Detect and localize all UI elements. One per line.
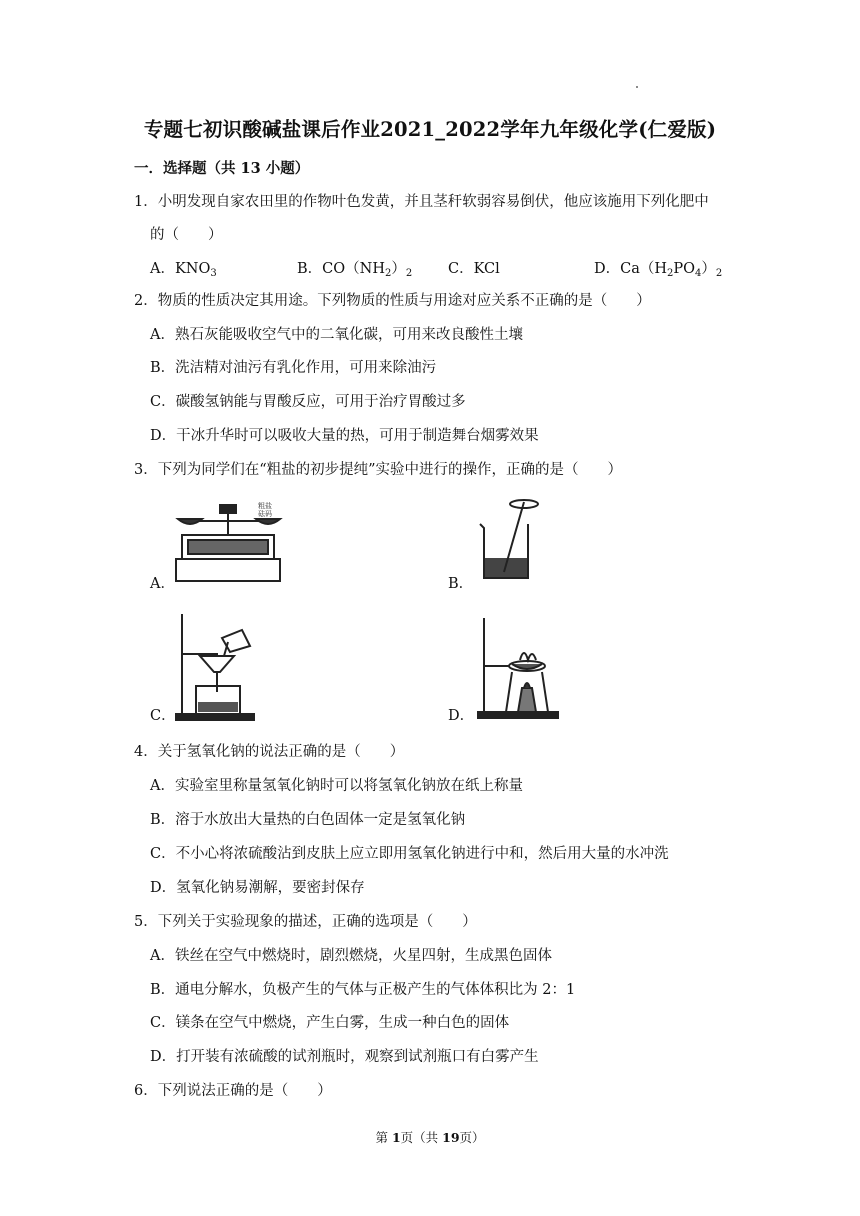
question-4-option-c: C．不小心将浓硫酸沾到皮肤上应立即用氢氧化钠进行中和，然后用大量的水冲洗	[150, 846, 669, 862]
question-2-option-c: C．碳酸氢钠能与胃酸反应，可用于治疗胃酸过多	[150, 394, 466, 410]
question-4-option-b: B．溶于水放出大量热的白色固体一定是氢氧化钠	[150, 812, 466, 828]
question-2-option-a: A．熟石灰能吸收空气中的二氧化碳，可用来改良酸性土壤	[150, 327, 523, 343]
question-6-stem: 6．下列说法正确的是（ ）	[134, 1083, 332, 1099]
question-3-label-c: C．	[150, 708, 176, 724]
question-3-stem: 3．下列为同学们在“粗盐的初步提纯”实验中进行的操作，正确的是（ ）	[134, 462, 623, 478]
question-4-option-a: A．实验室里称量氢氧化钠时可以将氢氧化钠放在纸上称量	[150, 778, 523, 794]
question-5-option-c: C．镁条在空气中燃烧，产生白雾，生成一种白色的固体	[150, 1015, 510, 1031]
question-1-option-a: A．$KNO_3$	[150, 261, 217, 279]
scan-dot	[636, 86, 638, 88]
question-1-option-d: D．$Ca(H_2PO_4)_2$	[594, 261, 723, 279]
question-5-stem: 5．下列关于实验现象的描述，正确的选项是（ ）	[134, 914, 477, 930]
balance-label-bottom: 砝码	[258, 510, 272, 518]
question-2-option-d: D．干冰升华时可以吸收大量的热，可用于制造舞台烟雾效果	[150, 428, 539, 444]
section-header: 一．选择题（共 13 小题）	[134, 160, 310, 177]
question-4-option-d: D．氢氧化钠易潮解，要密封保存	[150, 880, 365, 896]
stirring-beaker-image	[474, 496, 544, 584]
question-3-label-b: B．	[448, 576, 474, 592]
question-4-stem: 4．关于氢氧化钠的说法正确的是（ ）	[134, 744, 405, 760]
page-title: 专题七初识酸碱盐课后作业2021_2022学年九年级化学(仁爱版)	[143, 118, 717, 141]
balance-label-top: 粗盐	[258, 502, 272, 510]
question-5-option-d: D．打开装有浓硫酸的试剂瓶时，观察到试剂瓶口有白雾产生	[150, 1049, 539, 1065]
question-3-label-a: A．	[150, 576, 175, 592]
question-2-option-b: B．洗洁精对油污有乳化作用，可用来除油污	[150, 360, 437, 376]
question-5-option-b: B．通电分解水，负极产生的气体与正极产生的气体体积比为 2：1	[150, 982, 576, 998]
page-footer: 第 1页（共 19页）	[375, 1130, 485, 1145]
question-5-option-a: A．铁丝在空气中燃烧时，剧烈燃烧，火星四射，生成黑色固体	[150, 948, 552, 964]
question-1-option-b: B．$CO(NH_2)_2$	[297, 261, 413, 279]
question-3-label-d: D．	[448, 708, 475, 724]
filtration-image	[172, 612, 262, 722]
question-1-stem-cont: 的（ ）	[150, 227, 223, 243]
question-1-option-c: C．KCl	[448, 261, 500, 277]
question-2-stem: 2．物质的性质决定其用途。下列物质的性质与用途对应关系不正确的是（ ）	[134, 293, 651, 309]
balance-image	[170, 497, 285, 587]
question-1-stem: 1．小明发现自家农田里的作物叶色发黄，并且茎秆软弱容易倒伏，他应该施用下列化肥中	[134, 194, 709, 210]
evaporation-image	[472, 616, 562, 722]
